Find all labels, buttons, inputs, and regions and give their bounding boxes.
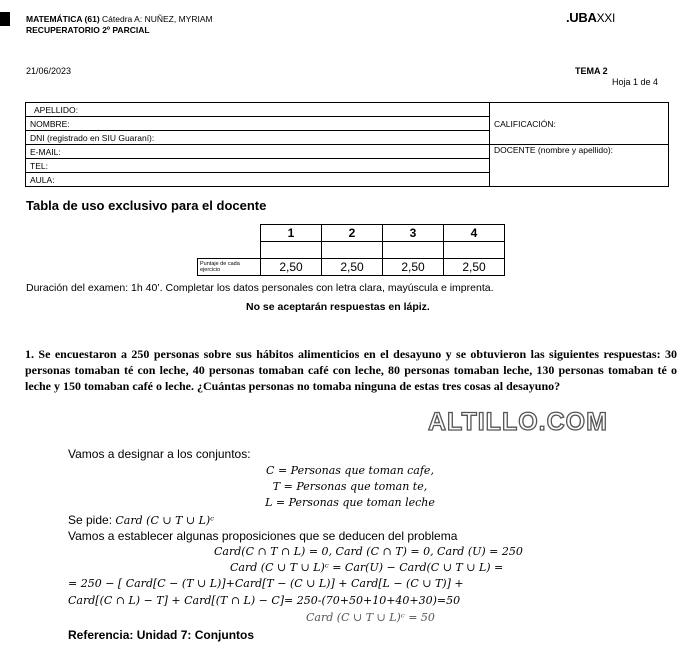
score-3: 2,50 (383, 259, 444, 276)
col-header-1: 1 (261, 225, 322, 242)
field-aula[interactable]: AULA: (26, 173, 490, 187)
set-l-definition: L = Personas que toman leche (265, 496, 435, 509)
empty-cell (198, 225, 261, 242)
logo-main: .UBA (566, 10, 597, 25)
course-line (26, 14, 213, 24)
score-2: 2,50 (322, 259, 383, 276)
personal-data-form (25, 102, 669, 187)
asked-expression: Card (C ∪ T ∪ L)ᶜ (115, 514, 215, 527)
problem-statement: 1. Se encuestaron a 250 personas sobre sus hábitos alimenticios en el desayuno y se obtuvieron las siguientes respuestas: 30 personas tomaban té con leche, 40 personas tomaban café con leche, 80 personas tomaban leche, 130 personas tomaban té o leche y 150 tomaban café o leche. ¿Cuántas personas no tomaba ninguna de estas tres cosas al desayuno? (25, 347, 677, 393)
duration-instructions: Duración del examen: 1h 40’. Completar los datos personales con letra clara, mayúscula e imprenta. (26, 282, 494, 294)
course-chair: Cátedra A: NUÑEZ, MYRIAM (102, 14, 213, 24)
grade-cell-2[interactable] (322, 242, 383, 259)
grade-cell-1[interactable] (261, 242, 322, 259)
page-count: Hoja 1 de 4 (612, 77, 659, 87)
set-c-definition: C = Personas que toman cafe, (266, 464, 434, 477)
col-header-4: 4 (444, 225, 505, 242)
field-tel[interactable]: TEL: (26, 159, 490, 173)
field-nombre[interactable]: NOMBRE: (26, 117, 490, 131)
equation-1: Card(C ∩ T ∩ L) = 0, Card (C ∩ T) = 0, Card (U) = 250 (214, 545, 523, 558)
field-docente[interactable]: DOCENTE (nombre y apellido): (490, 145, 669, 187)
propositions-intro: Vamos a establecer algunas proposiciones que se deducen del problema (68, 529, 458, 543)
tema-label: TEMA 2 (575, 66, 608, 76)
col-header-3: 3 (383, 225, 444, 242)
equation-3: = 250 − [ Card[C − (T ∪ L)]+Card[T − (C ∪ L)] + Card[L − (C ∪ T)] + (68, 577, 464, 590)
field-dni[interactable]: DNI (registrado en SIU Guaraní): (26, 131, 490, 145)
course-name: MATEMÁTICA (61) (26, 14, 100, 24)
score-4: 2,50 (444, 259, 505, 276)
exam-title: RECUPERATORIO 2º PARCIAL (26, 25, 150, 35)
equation-4: Card[(C ∩ L) − T] + Card[(T ∩ L) − C]= 250-(70+50+10+40+30)=50 (68, 594, 461, 607)
score-label: Puntaje de cada ejercicio (198, 259, 261, 276)
asked-label: Se pide: (68, 513, 113, 527)
field-apellido[interactable]: APELLIDO: (26, 103, 490, 117)
corner-marker (0, 12, 10, 26)
no-pencil-notice: No se aceptarán respuestas en lápiz. (246, 301, 430, 313)
altillo-watermark: ALTILLO.COM (428, 408, 608, 436)
logo-sub: XXI (596, 11, 616, 25)
field-calificacion[interactable]: CALIFICACIÓN: (490, 103, 669, 145)
reference: Referencia: Unidad 7: Conjuntos (68, 628, 255, 642)
col-header-2: 2 (322, 225, 383, 242)
teacher-grades-table (197, 224, 505, 276)
set-t-definition: T = Personas que toman te, (272, 480, 428, 493)
grade-cell-3[interactable] (383, 242, 444, 259)
exam-date: 21/06/2023 (26, 66, 72, 76)
uba-logo (566, 10, 615, 25)
field-email[interactable]: E-MAIL: (26, 145, 490, 159)
equation-2: Card (C ∪ T ∪ L)ᶜ = Car(U) − Card(C ∪ T ∪ L) = (230, 561, 504, 574)
empty-cell (198, 242, 261, 259)
asked-line (68, 513, 214, 527)
final-result: Card (C ∪ T ∪ L)ᶜ = 50 (306, 611, 435, 624)
solution-intro: Vamos a designar a los conjuntos: (68, 447, 251, 461)
teacher-table-title: Tabla de uso exclusivo para el docente (26, 198, 267, 213)
grade-cell-4[interactable] (444, 242, 505, 259)
score-1: 2,50 (261, 259, 322, 276)
